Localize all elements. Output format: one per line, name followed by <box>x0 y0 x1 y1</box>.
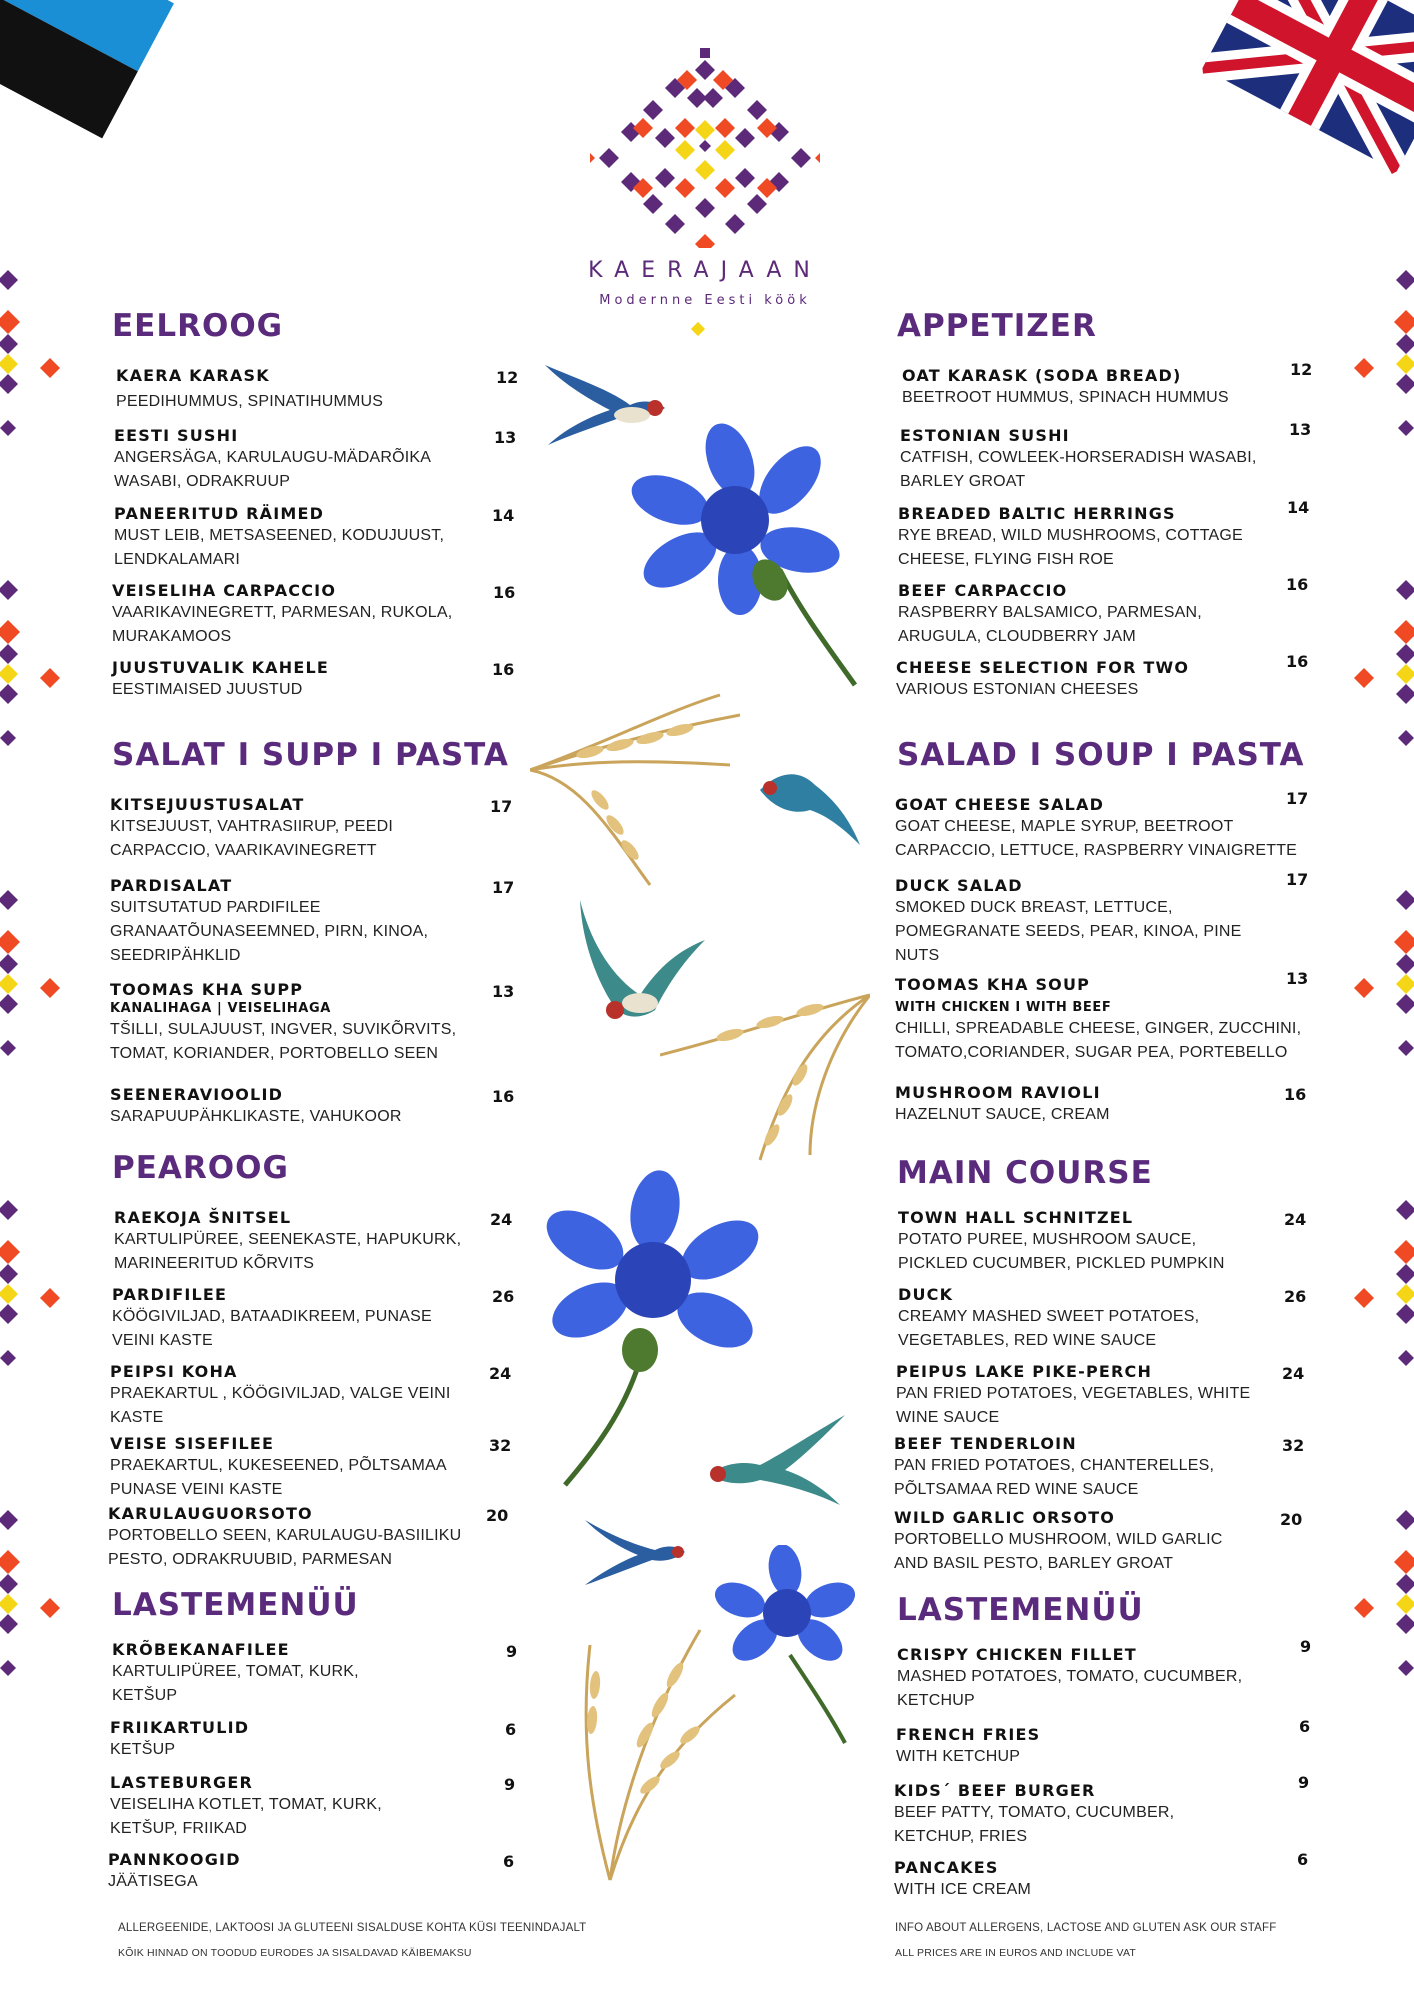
section-title-salad: SALAD I SOUP I PASTA <box>897 737 1305 773</box>
wheat-icon <box>660 965 870 1165</box>
wheat-icon <box>550 1625 740 1885</box>
item-price: 17 <box>492 878 515 897</box>
item-desc: SARAPUUPÄHKLIKASTE, VAHUKOOR <box>110 1108 402 1125</box>
menu-item <box>112 1640 412 1708</box>
item-desc: POTATO PUREE, MUSHROOM SAUCE, PICKLED CUCUMBER, PICKLED PUMPKIN <box>898 1231 1225 1272</box>
brand-name: KAERAJAAN <box>588 258 822 283</box>
item-name: GOAT CHEESE SALAD <box>895 795 1105 814</box>
menu-item <box>110 1362 480 1430</box>
item-desc: KITSEJUUST, VAHTRASIIRUP, PEEDI CARPACCIO, VAARIKAVINEGRETT <box>110 818 394 859</box>
menu-item <box>112 581 492 649</box>
item-desc: KÖÖGIVILJAD, BATAADIKREEM, PUNASE VEINI KASTE <box>112 1308 432 1349</box>
brand-tagline: Modernne Eesti köök <box>599 293 811 308</box>
item-price: 32 <box>489 1436 512 1455</box>
item-desc: VARIOUS ESTONIAN CHEESES <box>896 681 1139 698</box>
left-ornament-border <box>0 270 70 1920</box>
item-price: 26 <box>492 1287 515 1306</box>
section-title-salat: SALAT I SUPP I PASTA <box>112 737 509 773</box>
item-name: TOOMAS KHA SOUP <box>895 975 1091 994</box>
item-desc: WITH ICE CREAM <box>894 1881 1032 1898</box>
item-desc: SUITSUTATUD PARDIFILEE GRANAATÕUNASEEMNED, PIRN, KINOA, SEEDRIPÄHKLID <box>110 899 429 964</box>
menu-item <box>116 366 519 414</box>
item-name: KAERA KARASK <box>116 366 270 385</box>
item-desc: EESTIMAISED JUUSTUD <box>112 681 303 698</box>
item-desc: CATFISH, COWLEEK-HORSERADISH WASABI, BARLEY GROAT <box>900 449 1257 490</box>
item-name: PANCAKES <box>894 1858 999 1877</box>
item-price: 6 <box>1299 1717 1311 1736</box>
item-price: 9 <box>504 1775 516 1794</box>
item-desc: BEETROOT HUMMUS, SPINACH HUMMUS <box>902 389 1229 406</box>
item-name: VEISELIHA CARPACCIO <box>112 581 337 600</box>
menu-item <box>894 1508 1254 1576</box>
item-price: 13 <box>492 982 515 1001</box>
cornflower-icon <box>630 420 870 690</box>
item-name: BEEF CARPACCIO <box>898 581 1068 600</box>
item-name: LASTEBURGER <box>110 1773 254 1792</box>
item-desc: HAZELNUT SAUCE, CREAM <box>895 1106 1110 1123</box>
item-name: PARDIFILEE <box>112 1285 228 1304</box>
item-name: PARDISALAT <box>110 876 233 895</box>
menu-item <box>110 1773 420 1841</box>
estonian-flag-icon <box>0 0 174 206</box>
item-desc: GOAT CHEESE, MAPLE SYRUP, BEETROOT CARPACCIO, LETTUCE, RASPBERRY VINAIGRETTE <box>895 818 1298 859</box>
item-price: 16 <box>1286 575 1309 594</box>
item-desc: RASPBERRY BALSAMICO, PARMESAN, ARUGULA, CLOUDBERRY JAM <box>898 604 1202 645</box>
section-title-lastemenuu: LASTEMENÜÜ <box>112 1587 359 1623</box>
item-price: 14 <box>492 506 515 525</box>
right-ornament-border <box>1344 270 1414 1920</box>
ornament-logo-icon <box>590 48 820 248</box>
item-price: 13 <box>1286 969 1309 988</box>
item-name: TOWN HALL SCHNITZEL <box>898 1208 1134 1227</box>
item-price: 24 <box>1284 1210 1307 1229</box>
item-price: 24 <box>1282 1364 1305 1383</box>
item-desc: PEEDIHUMMUS, SPINATIHUMMUS <box>116 393 384 410</box>
item-name: PEIPUS LAKE PIKE-PERCH <box>896 1362 1153 1381</box>
item-desc: TŠILLI, SULAJUUST, INGVER, SUVIKÕRVITS, TOMAT, KORIANDER, PORTOBELLO SEEN <box>110 1021 457 1062</box>
item-desc: CREAMY MASHED SWEET POTATOES, VEGETABLES, RED WINE SAUCE <box>898 1308 1200 1349</box>
item-price: 6 <box>1297 1850 1309 1869</box>
item-name: EESTI SUSHI <box>114 426 239 445</box>
menu-item <box>110 980 490 1066</box>
menu-item <box>114 504 474 572</box>
item-name: JUUSTUVALIK KAHELE <box>112 658 329 677</box>
section-title-pearoog: PEAROOG <box>112 1150 289 1186</box>
menu-item <box>896 1725 1296 1769</box>
item-price: 16 <box>1284 1085 1307 1104</box>
menu-item <box>895 1083 1295 1127</box>
item-price: 9 <box>1298 1773 1310 1792</box>
item-desc: SMOKED DUCK BREAST, LETTUCE, POMEGRANATE SEEDS, PEAR, KINOA, PINE NUTS <box>895 899 1242 964</box>
item-price: 20 <box>1280 1510 1303 1529</box>
item-price: 20 <box>486 1506 509 1525</box>
item-name: RAEKOJA ŠNITSEL <box>114 1208 292 1227</box>
menu-item <box>110 795 430 863</box>
item-desc: KARTULIPÜREE, TOMAT, KURK, KETŠUP <box>112 1663 359 1704</box>
menu-item <box>895 795 1305 863</box>
item-price: 17 <box>1286 870 1309 889</box>
item-desc: PORTOBELLO SEEN, KARULAUGU-BASIILIKU PESTO, ODRAKRUUBID, PARMESAN <box>108 1527 462 1568</box>
item-desc: JÄÄTISEGA <box>108 1873 198 1890</box>
item-desc: WITH KETCHUP <box>896 1748 1021 1765</box>
item-name: SEENERAVIOOLID <box>110 1085 284 1104</box>
menu-item <box>898 1208 1248 1276</box>
item-subtitle: KANALIHAGA | VEISELIHAGA <box>110 1001 331 1016</box>
menu-item <box>894 1434 1234 1502</box>
footer-note: ALL PRICES ARE IN EUROS AND INCLUDE VAT <box>895 1947 1136 1959</box>
item-name: VEISE SISEFILEE <box>110 1434 275 1453</box>
item-desc: VEISELIHA KOTLET, TOMAT, KURK, KETŠUP, FRIIKAD <box>110 1796 382 1837</box>
menu-item <box>112 658 515 702</box>
menu-item <box>898 1285 1238 1353</box>
item-price: 6 <box>503 1852 515 1871</box>
item-price: 32 <box>1282 1436 1305 1455</box>
item-name: OAT KARASK (SODA BREAD) <box>902 366 1182 385</box>
section-title-appetizer: APPETIZER <box>897 308 1097 344</box>
brand-diamond-icon <box>691 322 705 336</box>
section-title-kids: LASTEMENÜÜ <box>897 1592 1144 1628</box>
item-price: 17 <box>490 797 513 816</box>
item-name: FRENCH FRIES <box>896 1725 1041 1744</box>
item-name: CHEESE SELECTION FOR TWO <box>896 658 1190 677</box>
item-desc: KARTULIPÜREE, SEENEKASTE, HAPUKURK, MARINEERITUD KÕRVITS <box>114 1231 462 1272</box>
item-desc: PRAEKARTUL, KUKESEENED, PÕLTSAMAA PUNASE VEINI KASTE <box>110 1457 446 1498</box>
menu-item <box>110 876 470 968</box>
item-desc: MUST LEIB, METSASEENED, KODUJUUST, LENDKALAMARI <box>114 527 445 568</box>
item-name: DUCK SALAD <box>895 876 1023 895</box>
item-desc: CHILLI, SPREADABLE CHEESE, GINGER, ZUCCHINI, TOMATO,CORIANDER, SUGAR PEA, PORTEBELLO <box>895 1020 1302 1061</box>
footer-note: ALLERGEENIDE, LAKTOOSI JA GLUTEENI SISALDUSE KOHTA KÜSI TEENINDAJALT <box>118 1922 587 1934</box>
item-name: PANNKOOGID <box>108 1850 241 1869</box>
uk-flag-icon <box>1192 0 1414 191</box>
item-price: 16 <box>1286 652 1309 671</box>
item-name: ESTONIAN SUSHI <box>900 426 1070 445</box>
item-desc: RYE BREAD, WILD MUSHROOMS, COTTAGE CHEESE, FLYING FISH ROE <box>898 527 1243 568</box>
menu-item <box>894 1781 1224 1849</box>
item-price: 12 <box>496 368 519 387</box>
section-title-eelroog: EELROOG <box>112 308 284 344</box>
item-price: 14 <box>1287 498 1310 517</box>
footer-note: INFO ABOUT ALLERGENS, LACTOSE AND GLUTEN ASK OUR STAFF <box>895 1922 1277 1934</box>
item-name: CRISPY CHICKEN FILLET <box>897 1645 1137 1664</box>
item-name: KIDS´ BEEF BURGER <box>894 1781 1096 1800</box>
menu-item <box>897 1645 1277 1713</box>
menu-item <box>898 581 1238 649</box>
menu-item <box>110 1718 510 1762</box>
menu-item <box>900 426 1290 494</box>
item-desc: PRAEKARTUL , KÖÖGIVILJAD, VALGE VEINI KASTE <box>110 1385 451 1426</box>
item-name: KRÕBEKANAFILEE <box>112 1640 290 1659</box>
item-desc: PAN FRIED POTATOES, CHANTERELLES, PÕLTSAMAA RED WINE SAUCE <box>894 1457 1215 1498</box>
menu-item <box>108 1850 508 1894</box>
item-price: 6 <box>505 1720 517 1739</box>
section-title-main-course: MAIN COURSE <box>897 1155 1153 1191</box>
item-desc: VAARIKAVINEGRETT, PARMESAN, RUKOLA, MURAKAMOOS <box>112 604 453 645</box>
item-price: 9 <box>506 1642 518 1661</box>
item-price: 13 <box>494 428 517 447</box>
item-desc: PAN FRIED POTATOES, VEGETABLES, WHITE WINE SAUCE <box>896 1385 1251 1426</box>
menu-item <box>896 658 1296 702</box>
item-price: 24 <box>489 1364 512 1383</box>
item-name: BREADED BALTIC HERRINGS <box>898 504 1176 523</box>
menu-item <box>110 1434 470 1502</box>
menu-item <box>895 975 1315 1065</box>
item-name: TOOMAS KHA SUPP <box>110 980 304 999</box>
item-price: 26 <box>1284 1287 1307 1306</box>
menu-item <box>895 876 1265 968</box>
menu-item <box>114 1208 484 1276</box>
wheat-icon <box>530 690 750 890</box>
item-desc: MASHED POTATOES, TOMATO, CUCUMBER, KETCHUP <box>897 1668 1243 1709</box>
item-price: 9 <box>1300 1637 1312 1656</box>
menu-item <box>894 1858 1294 1902</box>
item-desc: KETŠUP <box>110 1741 176 1758</box>
item-name: FRIIKARTULID <box>110 1718 250 1737</box>
menu-item <box>114 426 474 494</box>
menu-item <box>902 366 1282 410</box>
item-name: PANEERITUD RÄIMED <box>114 504 325 523</box>
menu-item <box>112 1285 472 1353</box>
footer-note: KÕIK HINNAD ON TOODUD EURODES JA SISALDAVAD KÄIBEMAKSU <box>118 1947 472 1959</box>
item-name: KITSEJUUSTUSALAT <box>110 795 305 814</box>
menu-item <box>898 504 1278 572</box>
menu-item <box>896 1362 1276 1430</box>
menu-item <box>108 1504 498 1572</box>
item-price: 13 <box>1289 420 1312 439</box>
item-desc: ANGERSÄGA, KARULAUGU-MÄDARÕIKA WASABI, ODRAKRUUP <box>114 449 431 490</box>
item-price: 12 <box>1290 360 1313 379</box>
item-name: WILD GARLIC ORSOTO <box>894 1508 1116 1527</box>
item-name: PEIPSI KOHA <box>110 1362 238 1381</box>
item-price: 24 <box>490 1210 513 1229</box>
item-price: 16 <box>493 583 516 602</box>
menu-item <box>110 1085 510 1129</box>
swallow-bird-icon <box>580 1510 690 1590</box>
item-name: DUCK <box>898 1285 954 1304</box>
item-subtitle: WITH CHICKEN I WITH BEEF <box>895 1000 1112 1015</box>
item-name: BEEF TENDERLOIN <box>894 1434 1077 1453</box>
item-price: 16 <box>492 660 515 679</box>
item-name: MUSHROOM RAVIOLI <box>895 1083 1101 1102</box>
item-price: 17 <box>1286 789 1309 808</box>
swallow-bird-icon <box>700 1410 850 1510</box>
item-name: KARULAUGUORSOTO <box>108 1504 313 1523</box>
item-price: 16 <box>492 1087 515 1106</box>
item-desc: PORTOBELLO MUSHROOM, WILD GARLIC AND BASIL PESTO, BARLEY GROAT <box>894 1531 1223 1572</box>
swallow-bird-icon <box>755 760 865 850</box>
item-desc: BEEF PATTY, TOMATO, CUCUMBER, KETCHUP, FRIES <box>894 1804 1175 1845</box>
